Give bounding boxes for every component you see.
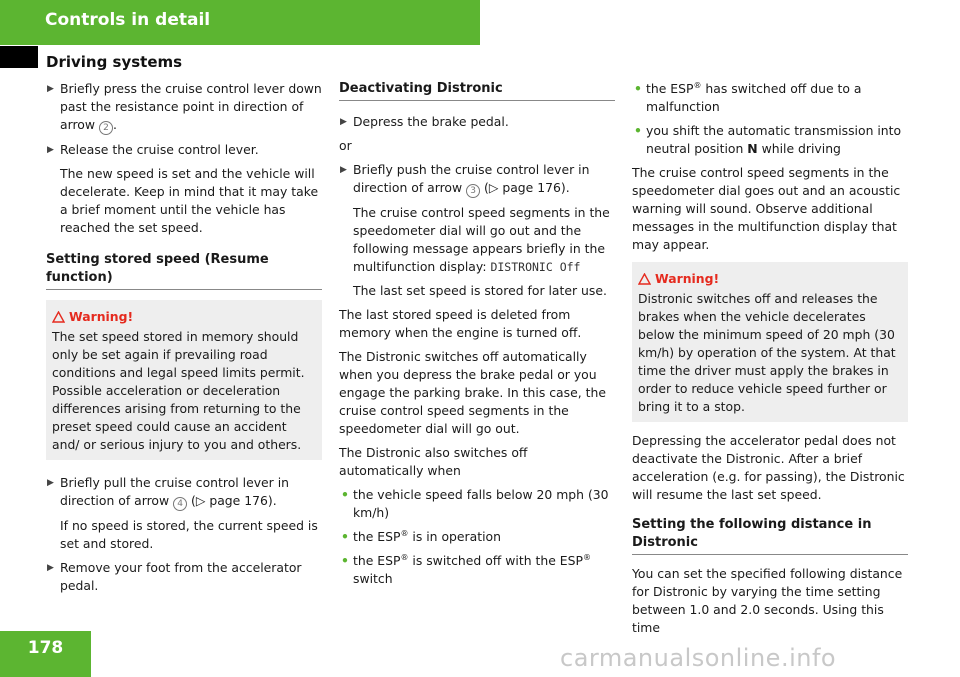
triangle-arrow-icon: ▶ [340,165,347,175]
arrow-number-badge: 2 [99,121,113,135]
paragraph: Depressing the accelerator pedal does not deactivate the Distronic. After a brief acceleration (e.g. for passing), the Distronic will resume the last set speed. [632,433,905,502]
section-heading: Setting the following distance in Distronic [632,516,908,555]
triangle-arrow-icon: ▶ [47,84,54,94]
warning-box [46,300,322,460]
step-description: The new speed is set and the vehicle will decelerate. Keep in mind that it may take a brief moment until the vehicle has reached the set speed. [60,166,319,235]
step-item: ▶ Briefly pull the cruise control lever in direction of arrow 4 (▷ page 176). [47,475,290,509]
chapter-title: Controls in detail [45,10,211,30]
section-heading: Deactivating Distronic [339,80,615,101]
list-item: • the vehicle speed falls below 20 mph (30 km/h) [341,487,609,520]
triangle-arrow-icon: ▶ [47,478,54,488]
triangle-arrow-icon: ▶ [340,117,347,127]
paragraph: The last stored speed is deleted from memory when the engine is turned off. [339,307,582,340]
section-title: Driving systems [46,53,183,71]
bullet-dot-icon: • [341,529,349,544]
step-description: If no speed is stored, the current speed is set and stored. [60,518,318,551]
list-item: • you shift the automatic transmission into neutral position N while driving [634,123,902,156]
page-number: 178 [27,638,64,658]
step-description: The cruise control speed segments in the speedometer dial will go out and the following message appears briefly in the multifunction display: DISTRONIC Off [353,205,610,274]
section-tab-marker [0,46,38,68]
column-3 [632,80,908,643]
step-item: ▶ Depress the brake pedal. [340,114,509,129]
list-item: • the ESP® is switched off with the ESP® switch [341,552,591,586]
arrow-number-badge: 4 [173,497,187,511]
paragraph: The cruise control speed segments in the speedometer dial goes out and an acoustic warning will sound. Observe additional messages in the multifunction display that may appear. [632,165,901,252]
list-item: • the ESP® is in operation [341,528,501,544]
bullet-dot-icon: • [634,81,642,96]
step-item: ▶ Briefly push the cruise control lever in direction of arrow 3 (▷ page 176). [340,162,590,196]
step-item: ▶ Release the cruise control lever. [47,142,259,157]
step-item: ▶ Remove your foot from the accelerator pedal. [47,560,302,593]
section-heading: Setting stored speed (Resume function) [46,251,322,290]
step-item: ▶ Briefly press the cruise control lever down past the resistance point in direction of arrow 2 . [47,81,322,133]
warning-text: The set speed stored in memory should only be set again if prevailing road conditions and legal speed limits permit. Possible acceleration or deceleration differences arising from returning to the preset speed could cause an accident and/ or serious injury to you and others. [52,329,305,452]
page-reference: (▷ page 176). [191,493,277,508]
step-description: The last set speed is stored for later use. [353,283,607,298]
or-text: or [339,138,352,153]
bullet-dot-icon: • [634,123,642,138]
warning-label: Warning! [69,309,134,324]
paragraph: The Distronic switches off automatically when you depress the brake pedal or you engage the parking brake. In this case, the cruise control speed segments in the speedometer dial will go out. [339,349,606,436]
paragraph: The Distronic also switches off automatically when [339,445,528,478]
warning-triangle-icon [52,311,65,323]
warning-label: Warning! [655,271,720,286]
paragraph: You can set the specified following distance for Distronic by varying the time setting between 1.0 and 2.0 seconds. Using this time [632,566,903,635]
triangle-arrow-icon: ▶ [47,145,54,155]
list-item: • the ESP® has switched off due to a malfunction [634,80,862,114]
arrow-number-badge: 3 [466,184,480,198]
page-reference: (▷ page 176). [484,180,570,195]
watermark-text: carmanualsonline.info [560,644,837,672]
bullet-dot-icon: • [341,487,349,502]
warning-text: Distronic switches off and releases the brakes when the vehicle decelerates below the minimum speed of 20 mph (30 km/h) by operation of the system. At that time the driver must apply the brakes in order to reduce vehicle speed further or bring it to a stop. [638,291,896,414]
column-2 [339,80,615,594]
warning-box [632,262,908,422]
warning-triangle-icon [638,273,651,285]
display-message: DISTRONIC Off [490,260,581,274]
column-1 [46,80,322,601]
bullet-dot-icon: • [341,553,349,568]
triangle-arrow-icon: ▶ [47,563,54,573]
